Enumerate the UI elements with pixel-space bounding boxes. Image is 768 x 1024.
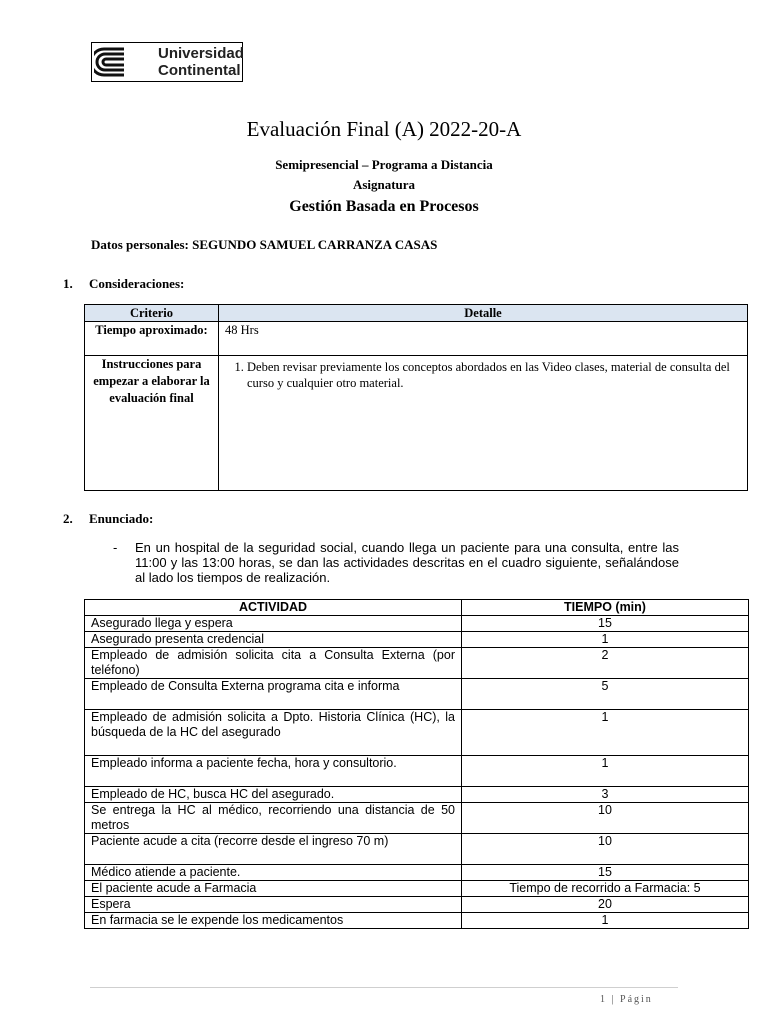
activity-cell: Empleado de Consulta Externa programa cita e informa <box>85 679 462 710</box>
time-cell: 15 <box>462 616 749 632</box>
activity-header-actividad: ACTIVIDAD <box>85 600 462 616</box>
university-logo-mark <box>94 45 130 79</box>
time-cell: 1 <box>462 710 749 756</box>
time-cell: 1 <box>462 756 749 787</box>
criteria-table <box>84 304 748 491</box>
section-1-heading <box>63 276 363 292</box>
section-2-heading <box>63 511 363 527</box>
page-number: 1 | Págin <box>600 994 653 1005</box>
time-cell: 20 <box>462 897 749 913</box>
table-row <box>85 710 749 756</box>
time-cell: Tiempo de recorrido a Farmacia: 5 <box>462 881 749 897</box>
personal-data: Datos personales: SEGUNDO SAMUEL CARRANZA CASAS <box>91 237 438 252</box>
section-title: Enunciado: <box>89 511 154 526</box>
activity-cell: Se entrega la HC al médico, recorriendo una distancia de 50 metros <box>85 803 462 834</box>
logo-line-2: Continental <box>158 62 241 79</box>
activity-cell: Asegurado llega y espera <box>85 616 462 632</box>
university-logo-text <box>158 45 244 79</box>
statement-text: En un hospital de la seguridad social, cuando llega un paciente para una consulta, entre las 11:00 y las 13:00 horas, se dan las actividades descritas en el cuadro siguiente, señalándose al lado los tiempos de realización. <box>135 540 679 585</box>
activity-table <box>84 599 749 929</box>
criteria-cell-criterio: Instrucciones para empezar a elaborar la evaluación final <box>85 356 219 491</box>
table-row <box>85 632 749 648</box>
activity-cell: Paciente acude a cita (recorre desde el ingreso 70 m) <box>85 834 462 865</box>
statement-paragraph <box>113 540 679 585</box>
activity-cell: Empleado de HC, busca HC del asegurado. <box>85 787 462 803</box>
table-row <box>85 679 749 710</box>
university-logo <box>91 42 243 82</box>
criteria-row <box>85 356 748 491</box>
criteria-header-criterio: Criterio <box>85 305 219 322</box>
time-cell: 15 <box>462 865 749 881</box>
table-row <box>85 756 749 787</box>
activity-cell: Espera <box>85 897 462 913</box>
subject-label: Asignatura <box>352 177 416 192</box>
activity-cell: El paciente acude a Farmacia <box>85 881 462 897</box>
activity-cell: Empleado de admisión solicita a Dpto. Historia Clínica (HC), la búsqueda de la HC del asegurado <box>85 710 462 756</box>
criteria-cell-detalle <box>219 356 748 491</box>
subject-name: Gestión Basada en Procesos <box>289 198 479 215</box>
criteria-header-row <box>85 305 748 322</box>
time-cell: 10 <box>462 803 749 834</box>
footer-divider <box>90 987 678 988</box>
modality-subtitle: Semipresencial – Programa a Distancia <box>275 157 493 172</box>
activity-table-body <box>85 616 749 929</box>
activity-header-row <box>85 600 749 616</box>
table-row <box>85 803 749 834</box>
table-row <box>85 787 749 803</box>
table-row <box>85 616 749 632</box>
activity-cell: Asegurado presenta credencial <box>85 632 462 648</box>
criteria-cell-detalle: 48 Hrs <box>219 322 748 356</box>
table-row <box>85 897 749 913</box>
criteria-header-detalle: Detalle <box>219 305 748 322</box>
time-cell: 2 <box>462 648 749 679</box>
instruction-item: 1. Deben revisar previamente los conceptos abordados en las Video clases, material de consulta del curso y cualquier otro material. <box>247 359 741 391</box>
time-cell: 1 <box>462 913 749 929</box>
activity-header-tiempo: TIEMPO (min) <box>462 600 749 616</box>
activity-cell: Empleado de admisión solicita cita a Consulta Externa (por teléfono) <box>85 648 462 679</box>
activity-cell: Empleado informa a paciente fecha, hora y consultorio. <box>85 756 462 787</box>
activity-cell: Médico atiende a paciente. <box>85 865 462 881</box>
time-cell: 1 <box>462 632 749 648</box>
time-cell: 3 <box>462 787 749 803</box>
activity-cell: En farmacia se le expende los medicamentos <box>85 913 462 929</box>
table-row <box>85 865 749 881</box>
time-cell: 10 <box>462 834 749 865</box>
table-row <box>85 648 749 679</box>
criteria-row <box>85 322 748 356</box>
time-cell: 5 <box>462 679 749 710</box>
section-number: 1. <box>63 276 73 291</box>
statement-bullet: - <box>113 540 118 555</box>
document-title: Evaluación Final (A) 2022-20-A <box>246 117 522 141</box>
table-row <box>85 913 749 929</box>
logo-line-1: Universidad <box>158 45 244 62</box>
section-number: 2. <box>63 511 73 526</box>
table-row <box>85 834 749 865</box>
instructions-list <box>225 359 741 391</box>
criteria-cell-criterio: Tiempo aproximado: <box>85 322 219 356</box>
section-title: Consideraciones: <box>89 276 185 291</box>
table-row <box>85 881 749 897</box>
